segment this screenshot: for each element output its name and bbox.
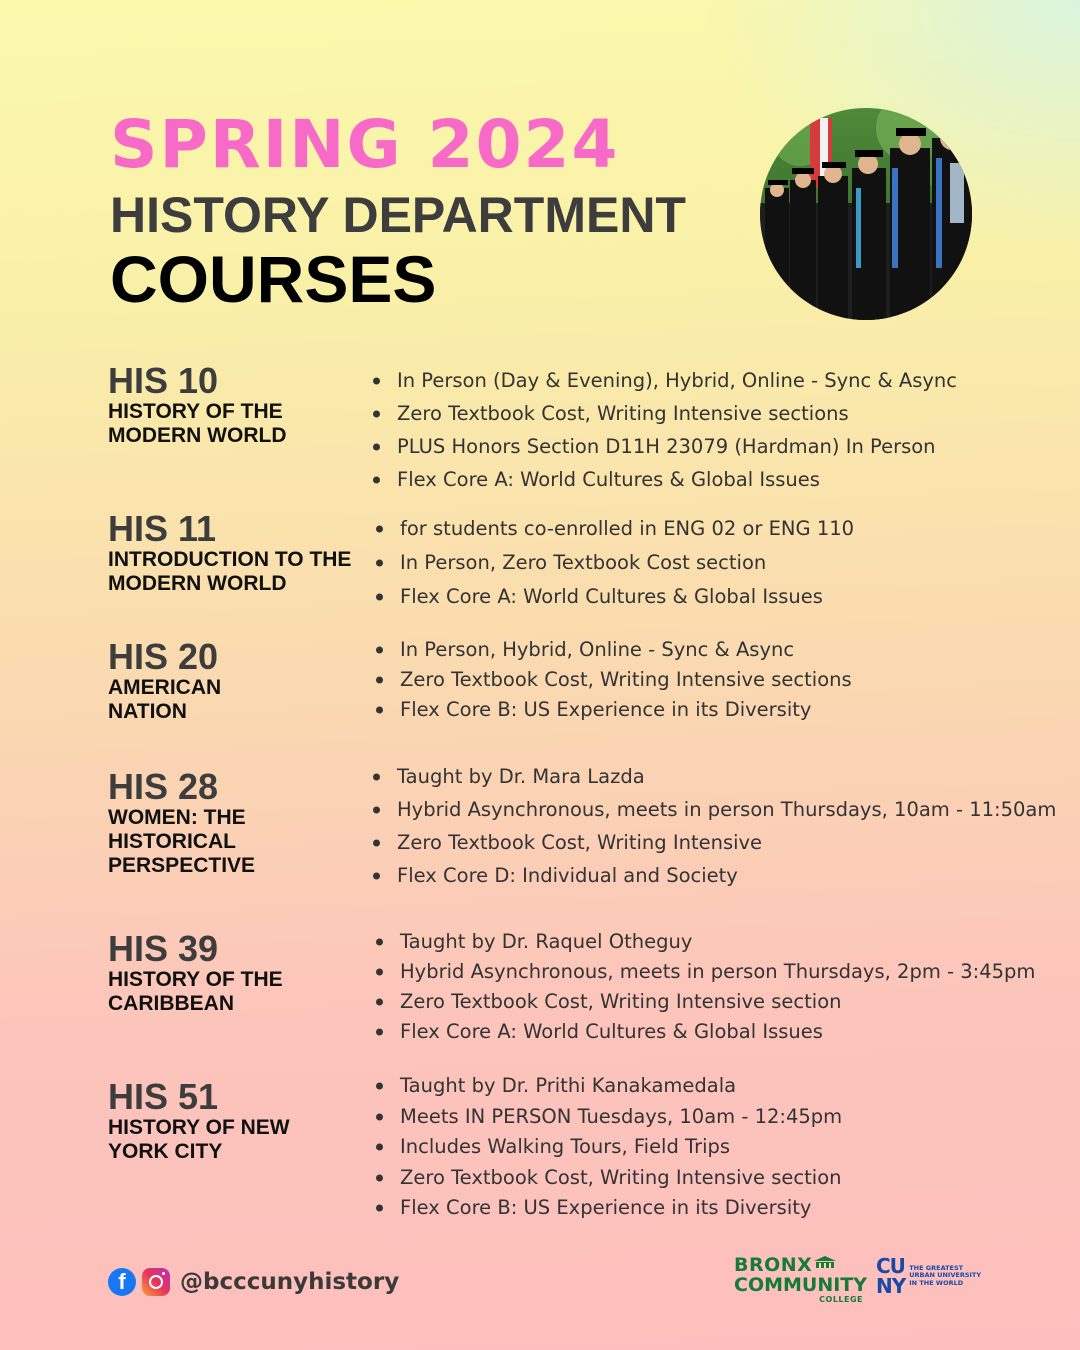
cuny-logo [876,1256,981,1296]
detail-item: Taught by Dr. Prithi Kanakamedala [376,1071,842,1102]
course-name: WOMEN: THE HISTORICAL PERSPECTIVE [108,806,256,877]
cuny-mark-top: CU [876,1254,905,1278]
instagram-icon[interactable] [142,1268,170,1296]
detail-item: Zero Textbook Cost, Writing Intensive [373,826,1056,859]
detail-item: Zero Textbook Cost, Writing Intensive sections [376,665,852,695]
building-icon [814,1256,836,1268]
detail-item: Flex Core A: World Cultures & Global Issues [376,1017,1035,1047]
detail-item: PLUS Honors Section D11H 23079 (Hardman) In Person [373,430,957,463]
course-details [373,364,957,496]
bcc-line-3: COLLEGE [819,1295,864,1304]
cuny-tagline-line: URBAN UNIVERSITY [909,1271,982,1280]
course-name: AMERICAN NATION [108,676,222,723]
course-code: HIS 11 [108,508,217,549]
season-title: SPRING 2024 [110,106,620,183]
course-his-51 [108,1074,1028,1219]
detail-item: Zero Textbook Cost, Writing Intensive section [376,1163,842,1194]
course-code: HIS 28 [108,766,219,807]
course-name: HISTORY OF NEW YORK CITY [108,1116,290,1163]
facebook-icon[interactable]: f [108,1268,136,1296]
detail-item: In Person, Zero Textbook Cost section [376,546,854,580]
course-details [376,635,852,725]
detail-item: Includes Walking Tours, Field Trips [376,1132,842,1163]
course-details [376,927,1035,1047]
course-details [376,1071,842,1224]
graduation-photo [760,108,972,320]
course-details [373,760,1056,892]
cuny-tagline-line: IN THE WORLD [909,1278,964,1287]
bcc-line-2: COMMUNITY [734,1274,868,1296]
courses-title: COURSES [110,242,437,316]
detail-item: Taught by Dr. Mara Lazda [373,760,1056,793]
detail-item: Flex Core A: World Cultures & Global Issues [373,463,957,496]
detail-item: Meets IN PERSON Tuesdays, 10am - 12:45pm [376,1102,842,1133]
detail-item: In Person (Day & Evening), Hybrid, Online - Sync & Async [373,364,957,397]
detail-item: for students co-enrolled in ENG 02 or ENG 110 [376,512,854,546]
detail-item: Taught by Dr. Raquel Otheguy [376,927,1035,957]
social-links [108,1268,399,1296]
course-code: HIS 20 [108,636,219,677]
course-code: HIS 39 [108,928,219,969]
detail-item: In Person, Hybrid, Online - Sync & Async [376,635,852,665]
detail-item: Zero Textbook Cost, Writing Intensive section [376,987,1035,1017]
page-header [110,106,686,316]
course-his-11 [108,508,1028,608]
course-his-10 [108,360,1028,491]
cuny-mark [876,1256,905,1296]
course-name: HISTORY OF THE CARIBBEAN [108,968,283,1015]
detail-item: Hybrid Asynchronous, meets in person Thursdays, 2pm - 3:45pm [376,957,1035,987]
course-his-39 [108,928,1036,1043]
detail-item: Hybrid Asynchronous, meets in person Thursdays, 10am - 11:50am [373,793,1056,826]
course-name: INTRODUCTION TO THE MODERN WORLD [108,548,352,595]
course-name: HISTORY OF THE MODERN WORLD [108,400,287,447]
course-details [376,512,854,614]
cuny-mark-bottom: NY [876,1274,906,1298]
course-code: HIS 10 [108,360,219,401]
social-handle[interactable]: @bcccunyhistory [180,1269,400,1295]
detail-item: Flex Core B: US Experience in its Diversity [376,695,852,725]
bronx-community-college-logo [734,1256,867,1304]
course-code: HIS 51 [108,1076,219,1117]
department-title: HISTORY DEPARTMENT [110,187,686,243]
cuny-tagline [909,1265,981,1288]
detail-item: Flex Core B: US Experience in its Diversity [376,1193,842,1224]
bcc-line-1: BRONX [734,1254,813,1276]
detail-item: Flex Core A: World Cultures & Global Issues [376,580,854,614]
cuny-tagline-line: THE GREATEST [909,1263,964,1272]
course-his-28 [108,765,1057,887]
detail-item: Zero Textbook Cost, Writing Intensive sections [373,397,957,430]
course-his-20 [108,638,1028,724]
detail-item: Flex Core D: Individual and Society [373,859,1056,892]
